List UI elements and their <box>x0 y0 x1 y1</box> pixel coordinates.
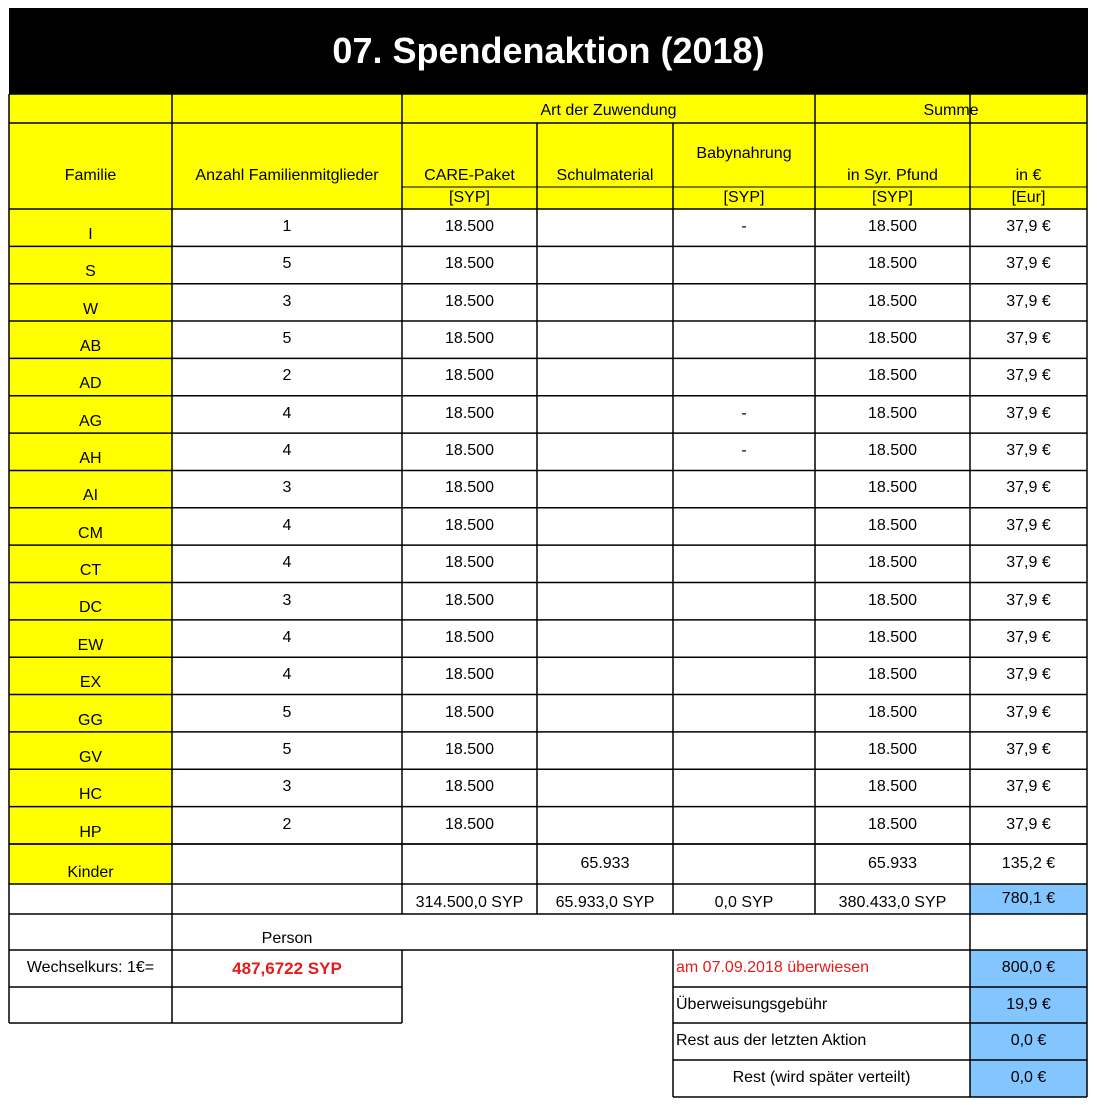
cell-anzahl: 3 <box>282 778 292 796</box>
cell-schul <box>537 433 673 470</box>
cell-care: 18.500 <box>445 628 494 646</box>
cell-eur: 37,9 € <box>1006 740 1051 758</box>
cell-baby <box>673 545 815 582</box>
cell-care: 18.500 <box>445 778 494 796</box>
cell-familie: AB <box>79 338 102 355</box>
cell-schul <box>537 620 673 657</box>
cell-schul <box>537 657 673 694</box>
cell-baby <box>673 284 815 321</box>
cell-eur: 37,9 € <box>1006 554 1051 572</box>
cell-schul <box>537 470 673 507</box>
header-anzahl: Anzahl Familienmitglieder <box>195 166 379 184</box>
cell-anzahl: 4 <box>282 666 292 684</box>
cell-familie: DC <box>78 599 103 617</box>
cell-eur: 37,9 € <box>1006 703 1051 721</box>
summary-value: 800,0 € <box>970 950 1087 987</box>
page-title: 07. Spendenaktion (2018) <box>9 8 1088 94</box>
cell-syr: 18.500 <box>868 479 917 497</box>
header-eur: in € <box>1015 166 1042 184</box>
cell-baby: - <box>741 218 747 235</box>
cell-care: 18.500 <box>445 479 494 497</box>
cell-anzahl: 5 <box>282 740 292 758</box>
cell-care: 18.500 <box>445 815 494 833</box>
cell-syr: 18.500 <box>868 255 917 273</box>
cell-baby <box>673 807 815 844</box>
summary-label: Überweisungsgebühr <box>676 996 828 1014</box>
total-syr: 380.433,0 SYP <box>838 893 947 911</box>
cell-syr: 18.500 <box>868 218 917 235</box>
summary-label: Rest aus der letzten Aktion <box>676 1032 867 1050</box>
cell-familie: S <box>85 263 96 281</box>
cell-eur: 37,9 € <box>1006 292 1051 310</box>
cell-care: 18.500 <box>445 404 494 422</box>
cell-schul <box>537 321 673 358</box>
cell-syr: 18.500 <box>868 628 917 646</box>
cell-familie: EW <box>77 636 104 654</box>
cell-familie: AG <box>78 412 103 430</box>
cell-anzahl: 1 <box>282 218 292 235</box>
header-syr-pfund: in Syr. Pfund <box>847 166 938 184</box>
summary-value: 0,0 € <box>970 1023 1087 1060</box>
cell-schul <box>537 695 673 732</box>
cell-eur: 37,9 € <box>1006 778 1051 796</box>
cell-care: 18.500 <box>445 218 494 235</box>
cell-syr: 18.500 <box>868 666 917 684</box>
cell-baby: - <box>741 442 747 460</box>
cell-anzahl: 4 <box>282 516 292 534</box>
cell-familie: I <box>88 225 93 243</box>
unit-baby: [SYP] <box>723 188 765 206</box>
wechselkurs-label: Wechselkurs: 1€= <box>26 959 155 977</box>
summary-value: 0,0 € <box>970 1060 1087 1097</box>
summary-value: 19,9 € <box>970 987 1087 1024</box>
cell-anzahl: 3 <box>282 292 292 310</box>
cell-schul <box>537 358 673 395</box>
cell-baby <box>673 358 815 395</box>
cell-syr: 18.500 <box>868 740 917 758</box>
header-summe: Summe <box>923 101 979 119</box>
cell-anzahl: 4 <box>282 554 292 572</box>
wechselkurs-value: 487,6722 SYP <box>232 958 342 978</box>
cell-schul <box>537 807 673 844</box>
cell-syr: 18.500 <box>868 554 917 572</box>
cell-care: 18.500 <box>445 666 494 684</box>
cell-anzahl: 4 <box>282 442 292 460</box>
cell-schul <box>537 769 673 806</box>
cell-familie: GV <box>78 748 103 766</box>
person-label: Person <box>261 929 313 947</box>
cell-syr: 18.500 <box>868 442 917 460</box>
cell-care: 18.500 <box>445 292 494 310</box>
cell-familie: GG <box>78 711 103 729</box>
header-care-paket: CARE-Paket <box>424 166 515 184</box>
cell-eur: 37,9 € <box>1006 367 1051 385</box>
cell-anzahl: 4 <box>282 628 292 646</box>
cell-schul <box>537 246 673 283</box>
cell-syr: 18.500 <box>868 367 917 385</box>
cell-baby: - <box>741 404 747 422</box>
cell-baby <box>673 321 815 358</box>
cell-eur: 37,9 € <box>1006 442 1051 460</box>
cell-baby <box>673 583 815 620</box>
cell-eur: 37,9 € <box>1006 479 1051 497</box>
unit-syr: [SYP] <box>872 188 913 206</box>
cell-familie: CT <box>79 562 102 580</box>
cell-care: 18.500 <box>445 516 494 534</box>
cell-care: 18.500 <box>445 330 494 348</box>
cell-baby <box>673 732 815 769</box>
cell-schul <box>537 732 673 769</box>
cell-baby <box>673 470 815 507</box>
cell-schul <box>537 284 673 321</box>
cell-care: 18.500 <box>445 442 494 460</box>
cell-care: 18.500 <box>445 703 494 721</box>
cell-schul <box>537 209 673 246</box>
cell-anzahl: 5 <box>282 330 292 348</box>
unit-care: [SYP] <box>449 188 490 206</box>
unit-eur: [Eur] <box>1011 188 1046 206</box>
cell-schul <box>537 545 673 582</box>
cell-familie: HP <box>79 823 102 841</box>
cell-baby <box>673 769 815 806</box>
total-eur: 780,1 € <box>970 884 1087 914</box>
cell-eur: 37,9 € <box>1006 815 1051 833</box>
cell-eur: 37,9 € <box>1006 404 1051 422</box>
cell-eur: 37,9 € <box>1006 591 1051 609</box>
cell-familie: EX <box>79 674 102 692</box>
cell-baby <box>673 246 815 283</box>
cell-familie: HC <box>78 786 103 804</box>
cell-syr: 18.500 <box>868 292 917 310</box>
cell-anzahl: 2 <box>282 367 292 385</box>
header-art-der-zuwendung: Art der Zuwendung <box>540 101 677 119</box>
cell-baby <box>673 695 815 732</box>
cell-eur: 37,9 € <box>1006 666 1051 684</box>
cell-anzahl: 5 <box>282 703 292 721</box>
cell-care: 18.500 <box>445 255 494 273</box>
cell-syr: 18.500 <box>868 778 917 796</box>
cell-syr: 18.500 <box>868 703 917 721</box>
total-care: 314.500,0 SYP <box>415 893 524 911</box>
cell-care: 18.500 <box>445 740 494 758</box>
cell-eur: 37,9 € <box>1006 628 1051 646</box>
cell-care: 18.500 <box>445 591 494 609</box>
cell-familie: W <box>82 300 99 318</box>
cell-familie: CM <box>78 524 103 542</box>
cell-syr: 18.500 <box>868 404 917 422</box>
cell-schul <box>537 583 673 620</box>
cell-baby <box>673 657 815 694</box>
total-baby: 0,0 SYP <box>714 893 774 911</box>
header-schulmaterial: Schulmaterial <box>556 166 654 184</box>
cell-kinder-syr: 65.933 <box>868 854 917 872</box>
cell-anzahl: 3 <box>282 479 292 497</box>
header-babynahrung: Babynahrung <box>696 145 792 162</box>
cell-familie: AI <box>82 487 99 505</box>
cell-anzahl: 2 <box>282 815 292 833</box>
cell-eur: 37,9 € <box>1006 255 1051 273</box>
cell-care: 18.500 <box>445 554 494 572</box>
cell-care: 18.500 <box>445 367 494 385</box>
cell-familie: AD <box>79 375 102 393</box>
cell-baby <box>673 620 815 657</box>
cell-kinder-label: Kinder <box>67 863 114 881</box>
cell-schul <box>537 508 673 545</box>
cell-baby <box>673 508 815 545</box>
cell-syr: 18.500 <box>868 815 917 833</box>
header-familie: Familie <box>64 166 117 184</box>
cell-eur: 37,9 € <box>1006 516 1051 534</box>
cell-eur: 37,9 € <box>1006 330 1051 348</box>
cell-syr: 18.500 <box>868 330 917 348</box>
cell-syr: 18.500 <box>868 516 917 534</box>
cell-schul <box>537 396 673 433</box>
cell-eur: 37,9 € <box>1006 218 1051 235</box>
cell-anzahl: 3 <box>282 591 292 609</box>
cell-syr: 18.500 <box>868 591 917 609</box>
summary-label: Rest (wird später verteilt) <box>732 1069 911 1087</box>
cell-kinder-schul: 65.933 <box>580 854 630 872</box>
cell-kinder-eur: 135,2 € <box>1001 854 1056 872</box>
cell-familie: AH <box>79 450 102 468</box>
cell-anzahl: 5 <box>282 255 292 273</box>
summary-label: am 07.09.2018 überwiesen <box>676 959 870 977</box>
total-schul: 65.933,0 SYP <box>555 893 655 911</box>
cell-anzahl: 4 <box>282 404 292 422</box>
